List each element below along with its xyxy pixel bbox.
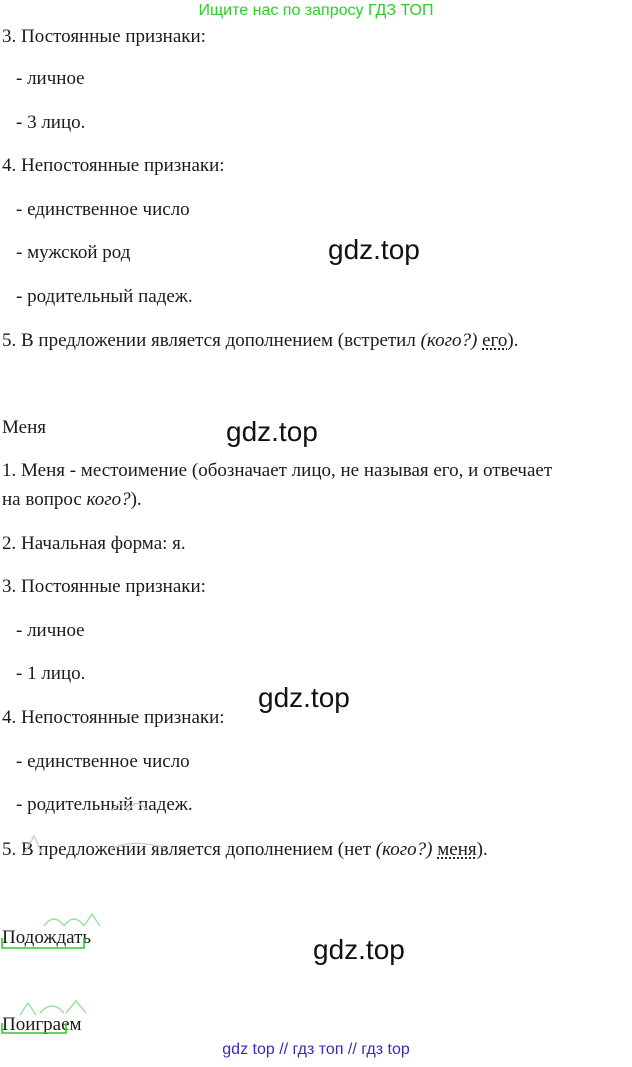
morpheme-marks-icon <box>0 999 110 1043</box>
text-segment: ). <box>476 839 488 860</box>
text-line: 4. Непостоянные признаки: <box>2 707 225 728</box>
text-line: - личное <box>16 620 85 641</box>
text-line: - родительный падеж. <box>16 794 193 815</box>
text-segment: на вопрос <box>2 489 87 510</box>
text-line: 4. Непостоянные признаки: <box>2 155 225 176</box>
word-text: Поиграем <box>2 1014 82 1035</box>
text-line: 3. Постоянные признаки: <box>2 26 206 47</box>
morpheme-marks-icon <box>0 912 110 956</box>
underlined-word: меня <box>437 839 477 860</box>
watermark: gdz.top <box>258 682 350 713</box>
text-line: - единственное число <box>16 199 190 220</box>
text-line: - личное <box>16 68 85 89</box>
text-line: - единственное число <box>16 751 190 772</box>
question-text: (кого?) <box>375 839 433 860</box>
text-segment: 5. В предложении является дополнением (встретил <box>2 330 421 351</box>
text-line <box>2 329 518 353</box>
text-line: 1. Меня - местоимение (обозначает лицо, не называя его, и отвечает <box>2 460 553 481</box>
watermark: gdz.top <box>328 234 420 265</box>
text-line: 2. Начальная форма: я. <box>2 533 186 554</box>
text-line: - мужской род <box>16 242 131 263</box>
word-text: Подождать <box>2 927 92 948</box>
underlined-word: его <box>482 330 508 351</box>
question-text: (кого?) <box>420 330 478 351</box>
watermark: gdz.top <box>313 934 405 965</box>
morpheme-word <box>2 1013 82 1037</box>
text-line <box>2 488 142 512</box>
text-line: - 1 лицо. <box>16 663 86 684</box>
text-line: - родительный падеж. <box>16 286 193 307</box>
text-segment: 5. В предложении является дополнением (нет <box>2 839 376 860</box>
faint-mark-icon <box>110 795 150 815</box>
question-text: кого? <box>86 489 131 510</box>
watermark: gdz.top <box>226 416 318 447</box>
text-segment: ). <box>507 330 519 351</box>
search-banner: Ищите нас по запросу ГДЗ ТОП <box>198 2 434 19</box>
morpheme-word <box>2 926 91 950</box>
text-line: - 3 лицо. <box>16 112 86 133</box>
faint-mark-icon <box>20 830 170 860</box>
footer-links: gdz top // гдз топ // гдз top <box>222 1041 410 1058</box>
text-line: 3. Постоянные признаки: <box>2 576 206 597</box>
text-segment: ). <box>130 489 142 510</box>
word-heading: Меня <box>2 417 46 438</box>
